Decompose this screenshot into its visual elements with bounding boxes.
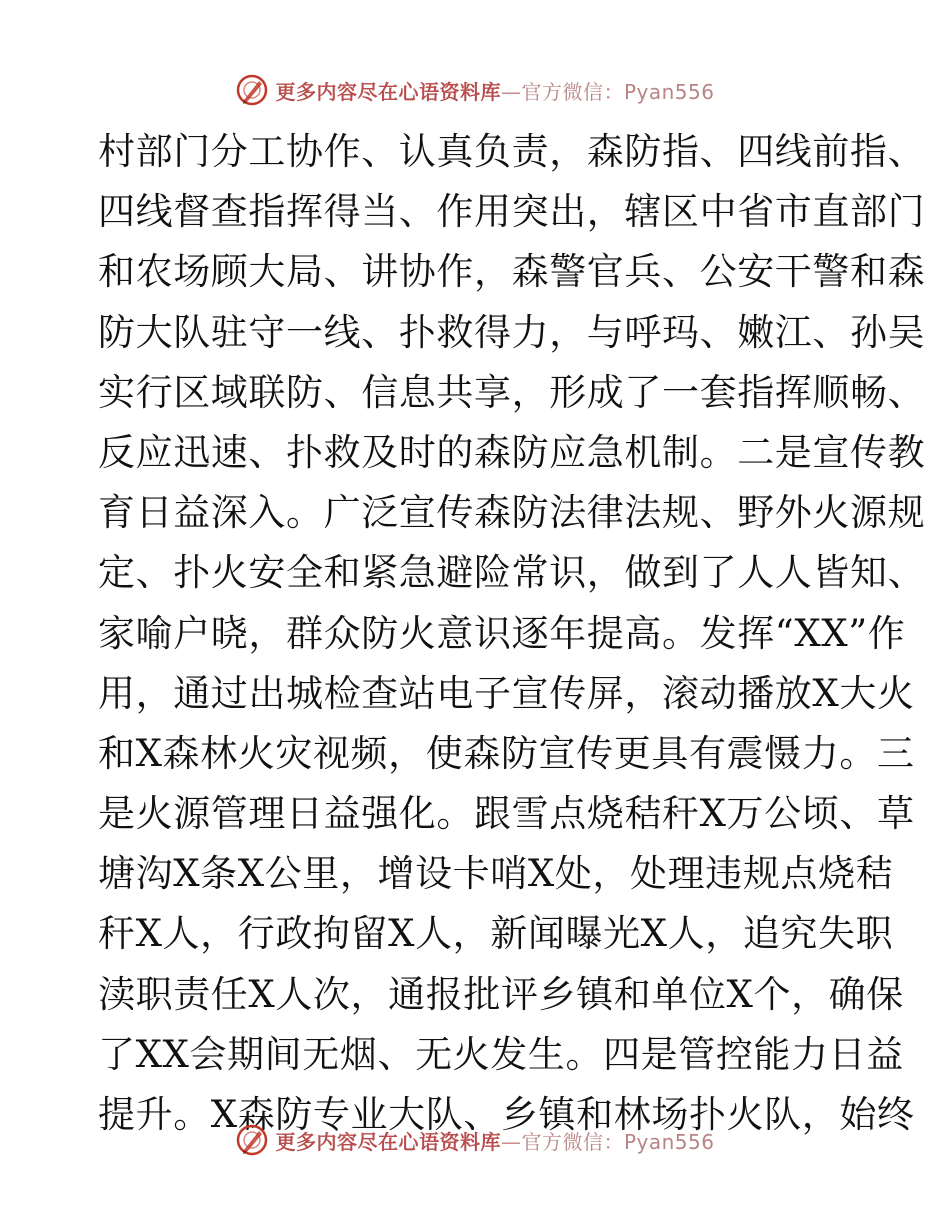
body-line: 用，通过出城检查站电子宣传屏，滚动播放X大火 bbox=[98, 671, 915, 715]
document-body bbox=[98, 122, 926, 1145]
pen-circle-logo-icon bbox=[235, 1123, 269, 1157]
body-line: 育日益深入。广泛宣传森防法律法规、野外火源规 bbox=[98, 491, 926, 535]
body-line: 秆X人，行政拘留X人，新闻曝光X人，追究失职 bbox=[98, 912, 894, 956]
header-watermark bbox=[0, 70, 950, 110]
header-separator: — bbox=[500, 79, 522, 104]
footer-text bbox=[275, 1126, 714, 1155]
body-line: 反应迅速、扑救及时的森防应急机制。二是宣传教 bbox=[98, 430, 926, 474]
body-line: 四线督查指挥得当、作用突出，辖区中省市直部门 bbox=[98, 190, 926, 234]
header-site-name: 更多内容尽在心语资料库 bbox=[275, 79, 501, 104]
header-text bbox=[275, 76, 714, 105]
body-line: 和农场顾大局、讲协作，森警官兵、公安干警和森 bbox=[98, 250, 926, 294]
body-line: 了XX会期间无烟、无火发生。四是管控能力日益 bbox=[98, 1032, 904, 1076]
body-line: 塘沟X条X公里，增设卡哨X处，处理违规点烧秸 bbox=[98, 852, 894, 896]
body-line: 和X森林火灾视频，使森防宣传更具有震慑力。三 bbox=[98, 731, 915, 775]
body-line: 提升。X森防专业大队、乡镇和林场扑火队，始终 bbox=[98, 1093, 915, 1136]
footer-separator: — bbox=[500, 1129, 522, 1154]
footer-wechat: 官方微信：Pyan556 bbox=[521, 1129, 715, 1154]
footer-watermark bbox=[0, 1120, 950, 1160]
body-line: 防大队驻守一线、扑救得力，与呼玛、嫩江、孙吴 bbox=[98, 310, 926, 354]
body-line: 实行区域联防、信息共享，形成了一套指挥顺畅、 bbox=[98, 370, 926, 414]
footer-site-name: 更多内容尽在心语资料库 bbox=[275, 1129, 501, 1154]
body-line: 家喻户晓，群众防火意识逐年提高。发挥“XX”作 bbox=[98, 611, 906, 655]
pen-circle-logo-icon bbox=[235, 73, 269, 107]
body-line: 定、扑火安全和紧急避险常识，做到了人人皆知、 bbox=[98, 551, 926, 595]
body-line: 渎职责任X人次，通报批评乡镇和单位X个，确保 bbox=[98, 972, 904, 1016]
body-line: 是火源管理日益强化。跟雪点烧秸秆X万公顷、草 bbox=[98, 792, 915, 836]
header-wechat: 官方微信：Pyan556 bbox=[521, 79, 715, 104]
body-line: 村部门分工协作、认真负责，森防指、四线前指、 bbox=[98, 130, 926, 173]
